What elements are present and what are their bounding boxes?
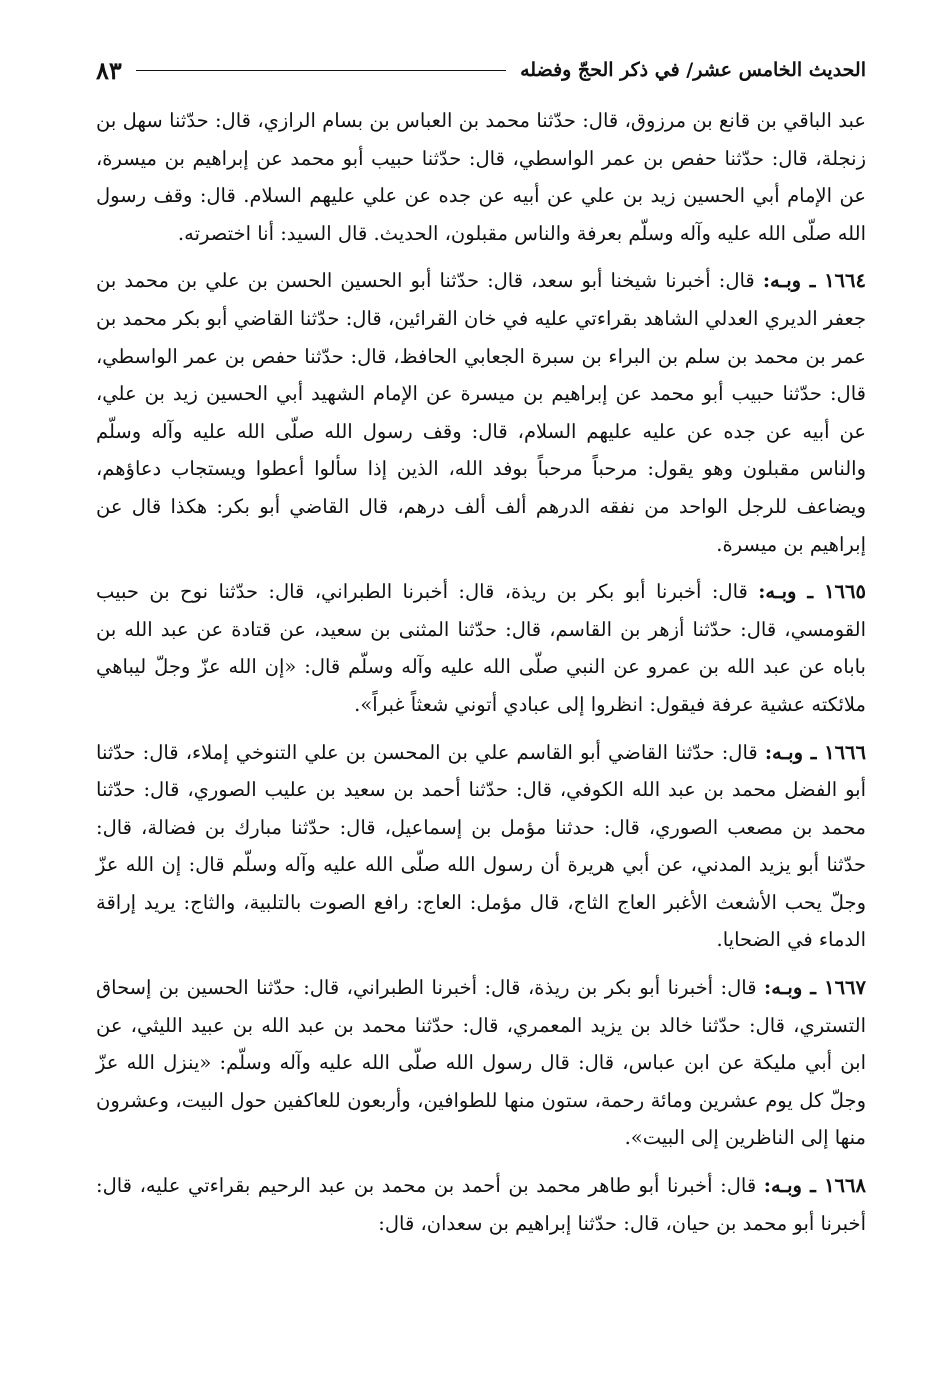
running-title: الحديث الخامس عشر/ في ذكر الحجّ وفضله [520, 59, 866, 81]
paragraph-text: قال: أخبرنا أبو بكر بن ريذة، قال: أخبرنا الطبراني، قال: حدّثنا الحسين بن إسحاق التستري، قال: حدّثنا خالد بن يزيد المعمري، قال: حدّثنا محمد بن عبد الله بن عبيد الليثي، عن ابن أبي مليكة عن ابن عباس، قال: قال رسول الله صلّى الله عليه وآله وسلّم: «ينزل الله عزّ وجلّ كل يوم عشرين ومائة رحمة، ستون منها للطوافين، وأربعون للعاكفين حول البيت، وعشرون منها إلى الناظرين إلى البيت». [96, 976, 866, 1150]
paragraph-text: عبد الباقي بن قانع بن مرزوق، قال: حدّثنا محمد بن العباس بن بسام الرازي، قال: حدّثنا سهل بن زنجلة، قال: حدّثنا حفص بن عمر الواسطي، قال: حدّثنا حبيب أبو محمد عن إبراهيم بن ميسرة، عن الإمام أبي الحسين زيد بن علي عن أبيه عن جده عن علي عليهم السلام. قال: وقف رسول الله صلّى الله عليه وآله وسلّم بعرفة والناس مقبلون، الحديث. قال السيد: أنا اختصرته. [96, 109, 866, 245]
header-rule [136, 70, 506, 71]
hadith-number: ١٦٦٧ ـ وبـه: [764, 976, 866, 1000]
paragraph-hadith-1667 [96, 969, 866, 1157]
hadith-number: ١٦٦٦ ـ وبـه: [764, 740, 866, 764]
paragraph-continuation [96, 102, 866, 252]
paragraph-text: قال: أخبرنا أبو بكر بن ريذة، قال: أخبرنا الطبراني، قال: حدّثنا نوح بن حبيب القومسي، قال: حدّثنا أزهر بن القاسم، قال: حدّثنا المثنى بن سعيد، عن قتادة عن عبد الله بن باباه عن عبد الله بن عمرو عن النبي صلّى الله عليه وآله وسلّم قال: «إن الله عزّ وجلّ ليباهي ملائكته عشية عرفة فيقول: انظروا إلى عبادي أتوني شعثاً غبراً». [96, 580, 866, 716]
page-number: ٨٣ [96, 55, 122, 85]
hadith-number: ١٦٦٥ ـ وبـه: [758, 580, 866, 604]
book-page [96, 44, 866, 1252]
paragraph-text: قال: أخبرنا أبو طاهر محمد بن أحمد بن محمد بن عبد الرحيم بقراءتي عليه، قال: أخبرنا أبو محمد بن حيان، قال: حدّثنا إبراهيم بن سعدان، قال: [96, 1174, 866, 1235]
page-header [96, 44, 866, 96]
paragraph-hadith-1666 [96, 734, 866, 960]
paragraph-text: قال: أخبرنا شيخنا أبو سعد، قال: حدّثنا أبو الحسين الحسن بن علي بن محمد بن جعفر الديري العدلي الشاهد بقراءتي عليه في خان القرائين، قال: حدّثنا القاضي أبو بكر محمد بن عمر بن محمد بن سلم بن البراء بن سبرة الجعابي الحافظ، قال: حدّثنا حفص بن عمر الواسطي، قال: حدّثنا حبيب أبو محمد عن إبراهيم بن ميسرة عن الإمام الشهيد أبي الحسين زيد بن علي، عن أبيه عن جده عن عليه عليهم السلام، قال: وقف رسول الله صلّى الله عليه وآله وسلّم والناس مقبلون وهو يقول: مرحباً مرحباً بوفد الله، الذين إذا سألوا أعطوا ويستجاب دعاؤهم، ويضاعف للرجل الواحد من نفقه الدرهم ألف ألف درهم، قال القاضي أبو بكر: هكذا قال عن إبراهيم بن ميسرة. [96, 269, 866, 556]
paragraph-hadith-1668 [96, 1167, 866, 1242]
page-body [96, 102, 866, 1242]
hadith-number: ١٦٦٤ ـ وبـه: [762, 269, 866, 293]
paragraph-text: قال: حدّثنا القاضي أبو القاسم علي بن المحسن بن علي التنوخي إملاء، قال: حدّثنا أبو الفضل محمد بن عبد الله الكوفي، قال: حدّثنا أحمد بن سعيد بن عليب الصوري، قال: حدّثنا محمد بن مصعب الصوري، قال: حدثنا مؤمل بن إسماعيل، قال: حدّثنا مبارك بن فضالة، قال: حدّثنا أبو يزيد المدني، عن أبي هريرة أن رسول الله صلّى الله عليه وآله وسلّم قال: إن الله عزّ وجلّ يحب الأشعث الأغبر العاج الثاج، قال مؤمل: العاج: رافع الصوت بالتلبية، والثاج: يريد إراقة الدماء في الضحايا. [96, 740, 866, 952]
hadith-number: ١٦٦٨ ـ وبـه: [763, 1174, 866, 1198]
paragraph-hadith-1665 [96, 573, 866, 723]
paragraph-hadith-1664 [96, 262, 866, 563]
